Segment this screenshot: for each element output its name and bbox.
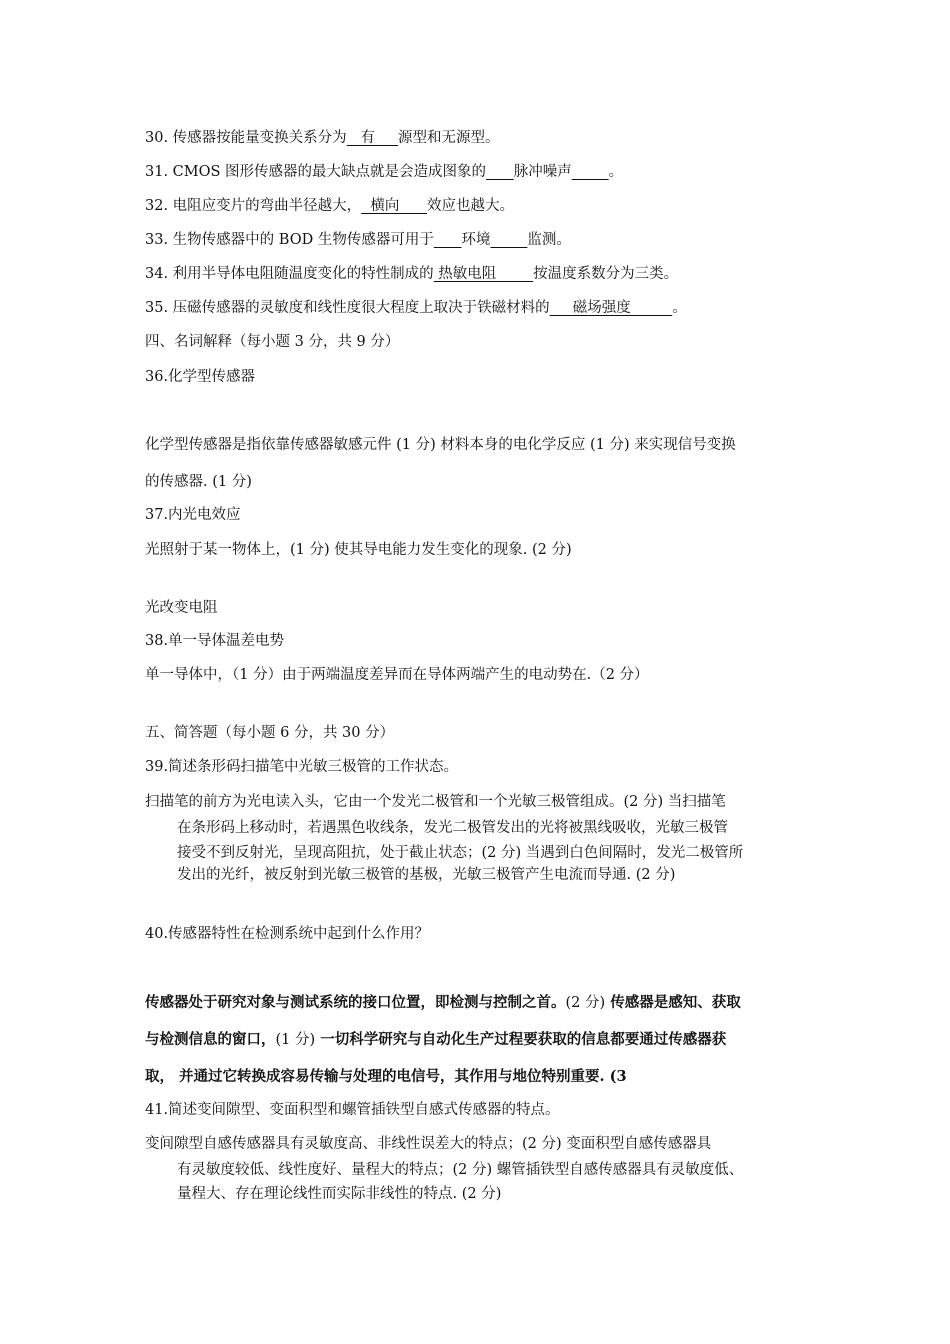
answer-blank: 有: [346, 130, 399, 146]
question-36-title: 36.化学型传感器: [145, 369, 256, 385]
question-36-answer-line-1: 化学型传感器是指依靠传感器敏感元件 (1 分) 材料本身的电化学反应 (1 分) 来实现信号变换: [145, 437, 736, 453]
question-41-title: 41.简述变间隙型、变面积型和螺管插铁型自感式传感器的特点。: [145, 1102, 560, 1118]
question-34: 34. 利用半导体电阻随温度变化的特性制成的 热敏电阻 按温度系数分为三类。: [145, 266, 679, 282]
question-37-answer: 光照射于某一物体上，(1 分) 使其导电能力发生变化的现象. (2 分): [145, 542, 572, 558]
question-39-answer-line-2: 在条形码上移动时，若遇黑色收线条，发光二极管发出的光将被黑线吸收，光敏三极管: [177, 820, 728, 836]
question-30: 30. 传感器按能量变换关系分为 有 源型和无源型。: [145, 130, 500, 146]
question-41-answer-line-2: 有灵敏度较低、线性度好、量程大的特点；(2 分) 螺管插铁型自感传感器具有灵敏度低、: [177, 1162, 744, 1178]
question-39-answer-line-3: 接受不到反射光，呈现高阻抗，处于截止状态；(2 分) 当遇到白色间隔时，发光二极管所: [177, 845, 744, 861]
answer-blank: [572, 164, 609, 180]
question-40-answer-line-3: 取， 并通过它转换成容易传输与处理的电信号，其作用与地位特别重要. (3: [145, 1068, 627, 1085]
answer-blank: [490, 232, 527, 248]
answer-blank: [486, 164, 514, 180]
question-41-answer-line-1: 变间隙型自感传感器具有灵敏度高、非线性误差大的特点；(2 分) 变面积型自感传感器具: [145, 1136, 712, 1152]
question-37-note: 光改变电阻: [145, 600, 218, 616]
question-39-title: 39.简述条形码扫描笔中光敏三极管的工作状态。: [145, 759, 459, 775]
question-40-answer-line-2: 与检测信息的窗口，(1 分) 一切科学研究与自动化生产过程要获取的信息都要通过传感器获: [145, 1031, 727, 1048]
answer-blank: 热敏电阻: [433, 266, 534, 282]
answer-blank: [434, 232, 462, 248]
question-40-answer-line-1: 传感器处于研究对象与测试系统的接口位置，即检测与控制之首。(2 分) 传感器是感知、获取: [145, 994, 741, 1011]
question-38-title: 38.单一导体温差电势: [145, 633, 285, 649]
section-4-heading: 四、名词解释（每小题 3 分，共 9 分）: [145, 334, 400, 350]
question-38-answer: 单一导体中，（1 分）由于两端温度差异而在导体两端产生的电动势在.（2 分）: [145, 667, 649, 683]
question-36-answer-line-2: 的传感器. (1 分): [145, 474, 252, 490]
question-41-answer-line-3: 量程大、存在理论线性而实际非线性的特点. (2 分): [177, 1186, 502, 1202]
question-32: 32. 电阻应变片的弯曲半径越大， 横向 效应也越大。: [145, 198, 515, 214]
section-5-heading: 五、简答题（每小题 6 分，共 30 分）: [145, 725, 395, 741]
answer-blank: 横向: [361, 198, 428, 214]
question-31: 31. CMOS 图形传感器的最大缺点就是会造成图象的 脉冲噪声 。: [145, 164, 624, 180]
question-37-title: 37.内光电效应: [145, 507, 241, 523]
answer-blank: 磁场强度: [549, 300, 673, 316]
question-39-answer-line-1: 扫描笔的前方为光电读入头，它由一个发光二极管和一个光敏三极管组成。(2 分) 当扫描笔: [145, 794, 726, 810]
question-35: 35. 压磁传感器的灵敏度和线性度很大程度上取决于铁磁材料的 磁场强度 。: [145, 300, 687, 316]
question-39-answer-line-4: 发出的光纤，被反射到光敏三极管的基极，光敏三极管产生电流而导通. (2 分): [177, 867, 676, 883]
question-40-title: 40.传感器特性在检测系统中起到什么作用？: [145, 926, 430, 942]
question-33: 33. 生物传感器中的 BOD 生物传感器可用于 环境 监测。: [145, 232, 571, 248]
